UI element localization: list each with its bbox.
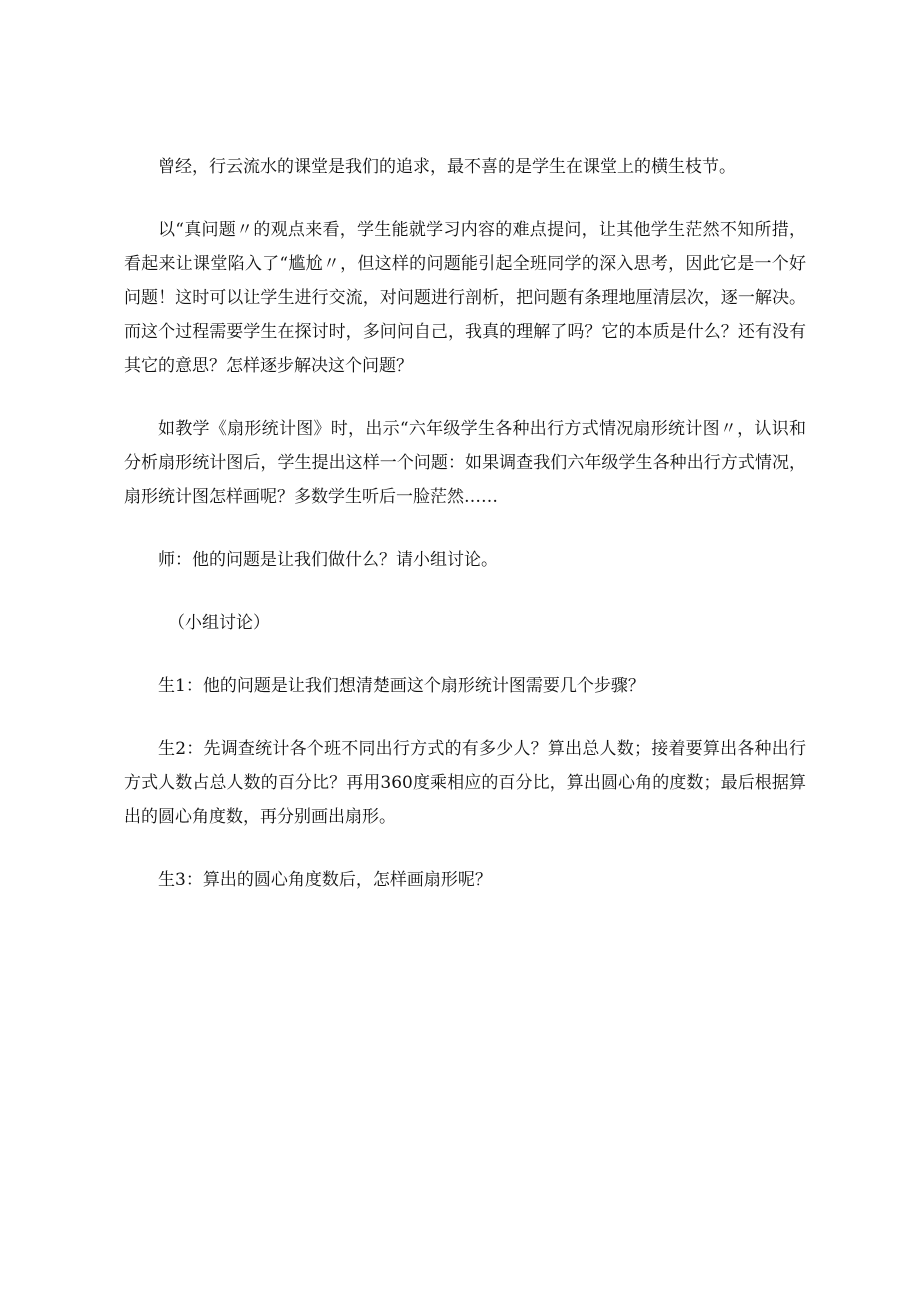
- paragraph-student-2: 生2：先调查统计各个班不同出行方式的有多少人？算出总人数；接着要算出各种出行方式人数占总人数的百分比？再用360度乘相应的百分比，算出圆心角的度数；最后根据算出的圆心角度数，再分别画出扇形。: [124, 739, 806, 827]
- paragraph-teaching-example: 如教学《扇形统计图》时，出示“六年级学生各种出行方式情况扇形统计图〃，认识和分析扇形统计图后，学生提出这样一个问题：如果调查我们六年级学生各种出行方式情况，扇形统计图怎样画呢？多数学生听后一脸茫然……: [124, 419, 806, 507]
- paragraph-group-discussion: （小组讨论）: [168, 613, 270, 633]
- paragraph-student-1: 生1：他的问题是让我们想清楚画这个扇形统计图需要几个步骤？: [158, 676, 645, 696]
- paragraph-intro: 曾经，行云流水的课堂是我们的追求，最不喜的是学生在课堂上的横生枝节。: [158, 157, 736, 177]
- document-body: [124, 150, 806, 897]
- paragraph-student-3: 生3：算出的圆心角度数后，怎样画扇形呢？: [158, 870, 492, 890]
- paragraph-real-question: 以“真问题〃的观点来看，学生能就学习内容的难点提问，让其他学生茫然不知所措，看起来让课堂陷入了“尴尬〃，但这样的问题能引起全班同学的深入思考，因此它是一个好问题！这时可以让学生进行交流，对问题进行剖析，把问题有条理地厘清层次，逐一解决。而这个过程需要学生在探讨时，多问问自己，我真的理解了吗？它的本质是什么？还有没有其它的意思？怎样逐步解决这个问题？: [124, 220, 806, 376]
- paragraph-teacher-prompt: 师：他的问题是让我们做什么？请小组讨论。: [158, 550, 498, 570]
